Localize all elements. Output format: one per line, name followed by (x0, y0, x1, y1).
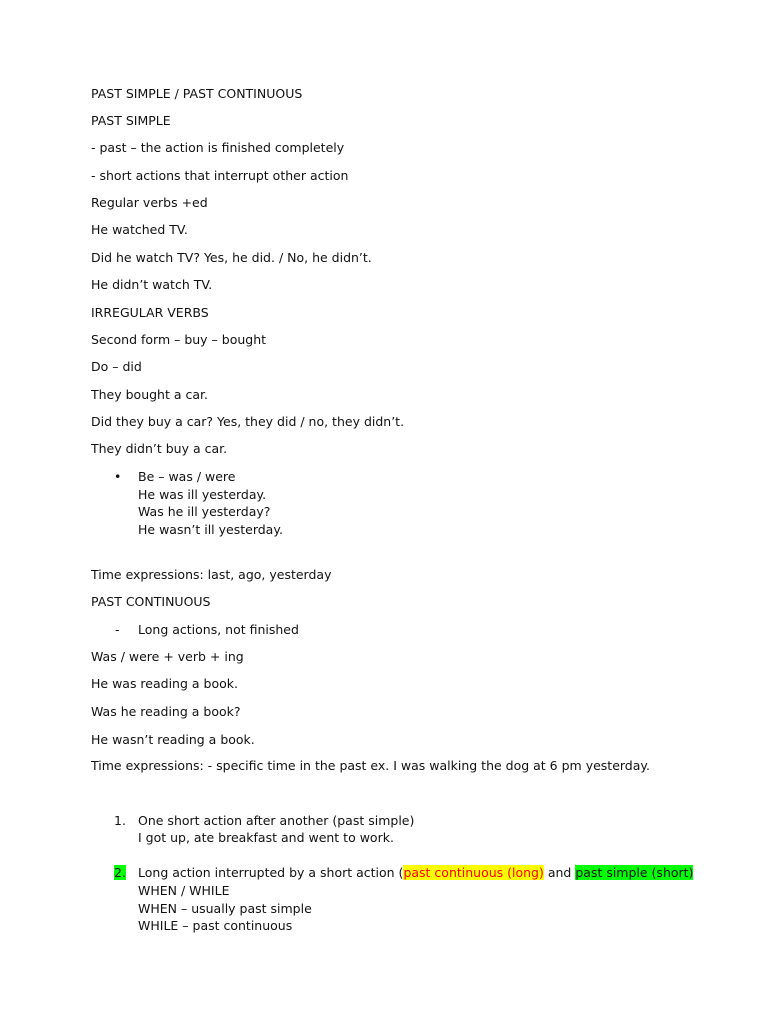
list-number (114, 864, 126, 882)
dash-marker: - (115, 622, 120, 637)
past-continuous-heading: PAST CONTINUOUS (91, 594, 211, 609)
list-number: 1. (114, 813, 126, 828)
example-line: Was he reading a book? (91, 704, 241, 719)
example-line: He wasn’t reading a book. (91, 732, 255, 747)
list-number-highlight: 2. (114, 865, 126, 880)
irregular-note: Second form – buy – bought (91, 332, 267, 347)
past-simple-point: - short actions that interrupt other action (91, 168, 349, 183)
list-line (138, 864, 693, 882)
document-title: PAST SIMPLE / PAST CONTINUOUS (91, 86, 303, 101)
past-simple-point: - past – the action is finished completely (91, 140, 345, 155)
example-line: He didn’t watch TV. (91, 277, 213, 292)
time-expressions: Time expressions: last, ago, yesterday (91, 567, 332, 582)
example-line: He was reading a book. (91, 676, 238, 691)
irregular-verbs-heading: IRREGULAR VERBS (91, 305, 209, 320)
example-line: They didn’t buy a car. (91, 441, 228, 456)
time-expressions: Time expressions: - specific time in the past ex. I was walking the dog at 6 pm yesterday. (91, 758, 650, 773)
example-line: Did they buy a car? Yes, they did / no, they didn’t. (91, 414, 405, 429)
example-line: He watched TV. (91, 222, 188, 237)
bullet-line: He wasn’t ill yesterday. (138, 522, 283, 537)
example-line: Did he watch TV? Yes, he did. / No, he didn’t. (91, 250, 372, 265)
highlight-yellow-text: past continuous (long) (403, 865, 544, 880)
example-line: They bought a car. (91, 387, 208, 402)
formula-line: Was / were + verb + ing (91, 649, 244, 664)
text-mid: and (543, 865, 576, 880)
regular-verbs-heading: Regular verbs +ed (91, 195, 208, 210)
bullet-line: Was he ill yesterday? (138, 504, 271, 519)
list-line: WHEN – usually past simple (138, 901, 312, 916)
list-line: I got up, ate breakfast and went to work. (138, 830, 394, 845)
list-line: One short action after another (past simple) (138, 813, 415, 828)
past-simple-heading: PAST SIMPLE (91, 113, 171, 128)
list-line: WHILE – past continuous (138, 918, 293, 933)
text-prefix: Long action interrupted by a short action ( (138, 865, 404, 880)
list-line: WHEN / WHILE (138, 883, 230, 898)
bullet-line: Long actions, not finished (138, 622, 299, 637)
highlight-green-text: past simple (short) (575, 865, 694, 880)
bullet-line: Be – was / were (138, 469, 236, 484)
bullet-marker: • (114, 469, 122, 484)
bullet-line: He was ill yesterday. (138, 487, 267, 502)
irregular-note: Do – did (91, 359, 142, 374)
